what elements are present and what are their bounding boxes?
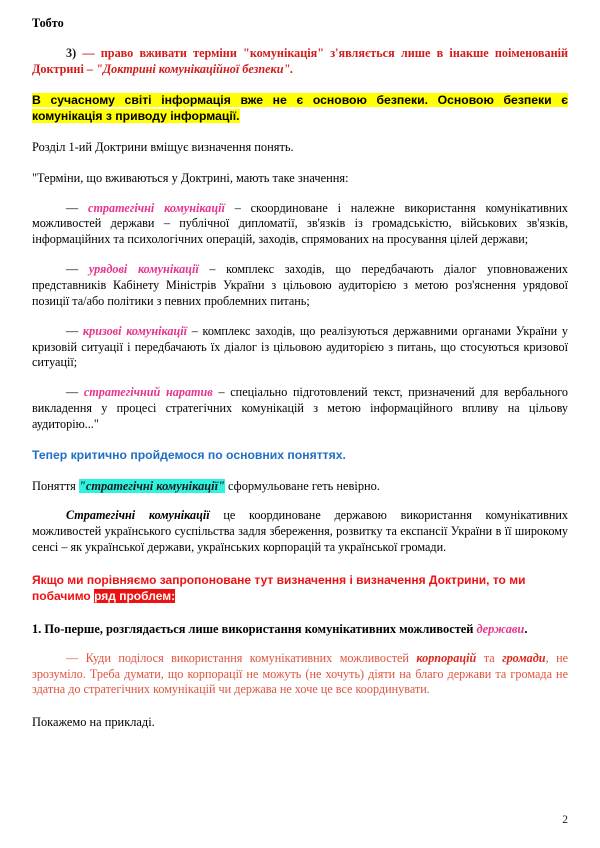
dash-part-1: Куди поділося використання комунікативних можливостей bbox=[85, 650, 417, 665]
yellow-highlight-text: В сучасному світі інформація вже не є основою безпеки. Основою безпеки є комунікація з приводу інформації. bbox=[32, 92, 568, 123]
dash-bold-corporations: корпорацій bbox=[416, 650, 477, 665]
quote-lead: "Терміни, що вживаються у Доктрині, мають таке значення: bbox=[32, 171, 349, 186]
yellow-highlight-note bbox=[32, 92, 568, 125]
dash-part-3: , не зрозуміло. Треба думати, що корпорації не можуть (не хочуть) діяти на благо держави та громада не здатна до стратегічних комунікацій чи держава не хоче це все координувати. bbox=[32, 650, 569, 697]
term-dash: — bbox=[66, 262, 89, 277]
closing-line: Покажемо на прикладі. bbox=[32, 715, 155, 730]
concept-suffix: сформульоване геть невірно. bbox=[224, 478, 380, 493]
term-body: – комплекс заходів, що реалізуються державними органами України у кризовій ситуації і передбачають їх діалог із цільовою аудиторією з питань, що стосуються кризової ситуації; bbox=[32, 323, 568, 370]
authors-definition-block bbox=[32, 508, 568, 556]
term-body: – комплекс заходів, що передбачають діалог уповноважених представників Кабінету Міністрів України з цільовою аудиторією з метою роз'яснення урядової позиції та/або політики з певних проблемних питань; bbox=[32, 262, 569, 308]
page-number: 2 bbox=[562, 814, 568, 826]
term-definition-crisis bbox=[32, 324, 568, 372]
numbered-item-3 bbox=[32, 46, 568, 78]
dash-bold-community: громади bbox=[502, 650, 546, 665]
term-definition-strategic bbox=[32, 201, 568, 249]
dash-commentary bbox=[32, 651, 568, 699]
item-dash: — bbox=[76, 45, 101, 60]
term-dash: — bbox=[66, 385, 84, 400]
item-italic-tail: "Доктрині комунікаційної безпеки". bbox=[96, 61, 294, 76]
concept-prefix: Поняття bbox=[32, 478, 79, 493]
point-one-tail: . bbox=[524, 621, 528, 636]
term-body: – спеціально підготовлений текст, призначений для вербального викладення у процесі стратегічних комунікацій з метою інформаційного впливу на цільову аудиторію..." bbox=[32, 385, 568, 431]
concept-line bbox=[32, 478, 568, 494]
dash-part-2: та bbox=[476, 650, 503, 665]
term-label: урядові комунікації bbox=[88, 262, 199, 277]
item-text: право вживати терміни "комунікація" з'являється лише в інакше поіменованій Доктрині – bbox=[32, 45, 568, 76]
section-intro: Розділ 1-ий Доктрини вміщує визначення понять. bbox=[32, 140, 294, 155]
term-dash: — bbox=[66, 323, 83, 338]
definition-body: це координоване державою використання комунікативних можливостей українського суспільства задля збереження, розвитку та експансії України в її широкому сенсі – як української держави, українських корпорацій та української громади. bbox=[32, 507, 568, 554]
red-warning-text: Якщо ми порівняємо запропоноване тут визначення і визначення Доктрини, то ми побачимо bbox=[32, 573, 526, 604]
term-definition-narrative bbox=[32, 385, 568, 433]
red-warning-note bbox=[32, 572, 568, 604]
term-body: – скоординоване і належне використання комунікативних можливостей держави – публічної дипломатії, зв'язків із громадськістю, військових зв'язків, інформаційних та психологічних операцій, заходів, спрямованих на просування цілей держави; bbox=[32, 200, 569, 247]
term-dash: — bbox=[66, 200, 89, 215]
term-label: стратегічні комунікації bbox=[88, 200, 225, 215]
definition-lead-term: Стратегічні комунікації bbox=[66, 507, 210, 522]
dash-marker: — bbox=[66, 650, 86, 665]
intro-heading: Тобто bbox=[32, 16, 64, 30]
term-label: стратегічний наратив bbox=[83, 385, 213, 400]
cyan-highlight-text: "стратегічні комунікації" bbox=[78, 478, 225, 493]
blue-commentary-note: Тепер критично пройдемося по основних поняттях. bbox=[32, 447, 346, 462]
red-highlight-text: ряд проблем: bbox=[94, 589, 176, 604]
item-number: 3) bbox=[66, 45, 77, 60]
point-one-text: 1. По-перше, розглядається лише використання комунікативних можливостей bbox=[32, 621, 477, 636]
term-label: кризові комунікації bbox=[82, 323, 187, 338]
point-one-magenta-word: держави bbox=[476, 621, 525, 636]
point-one bbox=[32, 621, 568, 637]
term-definition-government bbox=[32, 262, 568, 310]
